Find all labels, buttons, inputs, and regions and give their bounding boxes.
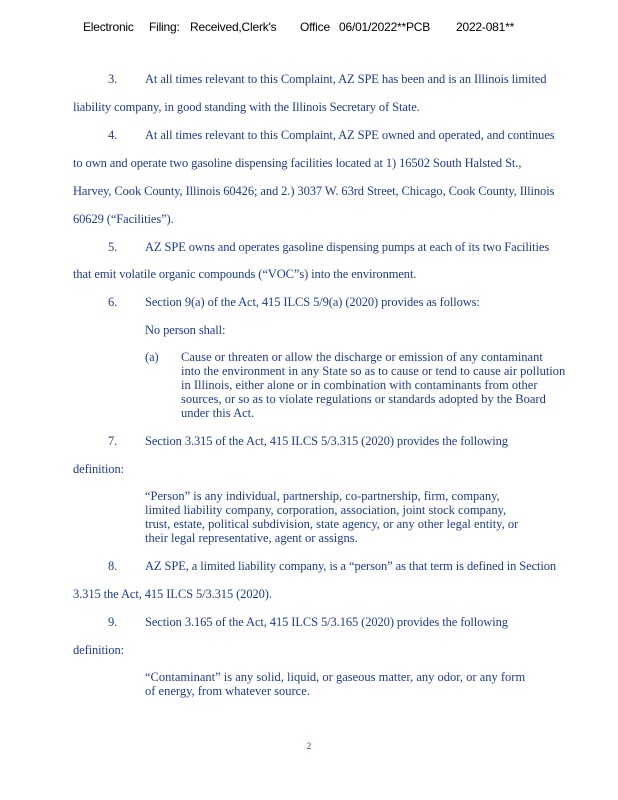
header-date: 06/01/2022**PCB xyxy=(339,20,431,34)
paragraph-number: 7. xyxy=(108,434,118,448)
paragraph-line: Section 3.165 of the Act, 415 ILCS 5/3.165 (2020) provides the following xyxy=(145,615,508,629)
header-office: Office xyxy=(300,20,330,34)
paragraph-number: 8. xyxy=(108,559,118,573)
paragraph-number: 4. xyxy=(108,128,118,142)
paragraph-line: Section 3.315 of the Act, 415 ILCS 5/3.315 (2020) provides the following xyxy=(145,434,508,448)
quote-line: of energy, from whatever source. xyxy=(145,684,310,698)
quote-line: limited liability company, corporation, association, joint stock company, xyxy=(145,503,507,517)
paragraph-line: definition: xyxy=(73,643,124,657)
quote-line: their legal representative, agent or assigns. xyxy=(145,531,358,545)
paragraph-line: At all times relevant to this Complaint, AZ SPE has been and is an Illinois limited xyxy=(145,72,547,86)
subsection-label: (a) xyxy=(145,350,159,364)
header-docket: 2022-081** xyxy=(456,20,515,34)
quote-line: under this Act. xyxy=(181,406,255,420)
paragraph-line: 3.315 the Act, 415 ILCS 5/3.315 (2020). xyxy=(73,587,272,601)
paragraph-line: AZ SPE, a limited liability company, is a “person” as that term is defined in Section xyxy=(145,559,557,573)
paragraph-line: to own and operate two gasoline dispensing facilities located at 1) 16502 South Halsted St., xyxy=(73,156,522,170)
paragraph-line: At all times relevant to this Complaint, AZ SPE owned and operated, and continues xyxy=(145,128,555,142)
paragraph-line: 60629 (“Facilities”). xyxy=(73,212,174,226)
paragraph-line: that emit volatile organic compounds (“VOC”s) into the environment. xyxy=(73,267,417,281)
header-received: Received,Clerk's xyxy=(190,20,277,34)
paragraph-line: AZ SPE owns and operates gasoline dispensing pumps at each of its two Facilities xyxy=(145,240,550,254)
header-electronic: Electronic xyxy=(83,20,134,34)
block-quote xyxy=(145,670,525,698)
paragraph-line: definition: xyxy=(73,462,124,476)
paragraph-number: 9. xyxy=(108,615,118,629)
quote-line: “Person” is any individual, partnership, co-partnership, firm, company, xyxy=(145,489,500,503)
paragraph-line: Section 9(a) of the Act, 415 ILCS 5/9(a) (2020) provides as follows: xyxy=(145,295,480,309)
paragraph-number: 3. xyxy=(108,72,118,86)
header-filing: Filing: xyxy=(149,20,180,34)
quote-line: in Illinois, either alone or in combination with contaminants from other xyxy=(181,378,538,392)
block-quote xyxy=(181,350,565,420)
quote-line: Cause or threaten or allow the discharge or emission of any contaminant xyxy=(181,350,543,364)
quote-line: sources, or so as to violate regulations or standards adopted by the Board xyxy=(181,392,546,406)
quote-line: “Contaminant” is any solid, liquid, or gaseous matter, any odor, or any form xyxy=(145,670,526,684)
page-number: 2 xyxy=(306,741,312,751)
statute-intro: No person shall: xyxy=(145,323,226,337)
block-quote xyxy=(145,489,518,545)
paragraph-line: liability company, in good standing with the Illinois Secretary of State. xyxy=(73,100,420,114)
quote-line: into the environment in any State so as to cause or tend to cause air pollution xyxy=(181,364,566,378)
paragraph-line: Harvey, Cook County, Illinois 60426; and 2.) 3037 W. 63rd Street, Chicago, Cook County, Illinois xyxy=(73,184,555,198)
paragraph-number: 6. xyxy=(108,295,118,309)
paragraph-number: 5. xyxy=(108,240,118,254)
quote-line: trust, estate, political subdivision, state agency, or any other legal entity, or xyxy=(145,517,519,531)
